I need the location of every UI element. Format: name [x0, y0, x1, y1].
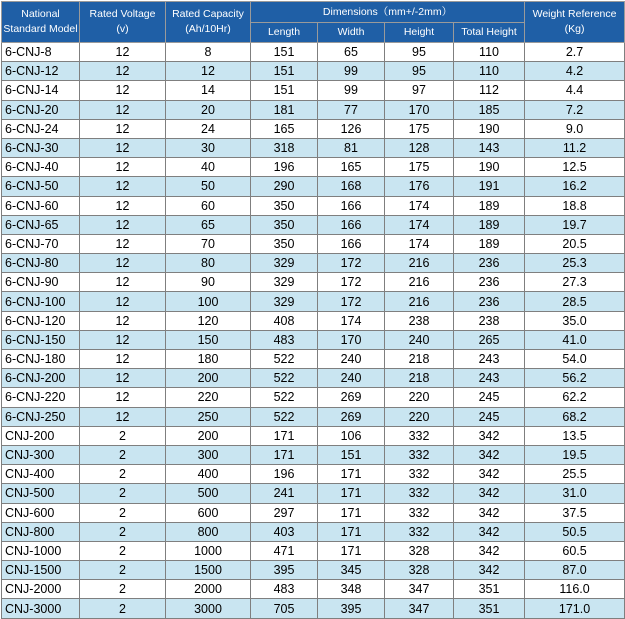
- cell-capacity: 180: [166, 350, 251, 369]
- cell-total-height: 342: [454, 484, 525, 503]
- cell-capacity: 40: [166, 158, 251, 177]
- cell-model: CNJ-600: [2, 503, 80, 522]
- cell-total-height: 342: [454, 465, 525, 484]
- table-row: [2, 580, 625, 599]
- table-row: [2, 215, 625, 234]
- cell-width: 166: [318, 215, 385, 234]
- cell-total-height: 185: [454, 100, 525, 119]
- cell-height: 170: [385, 100, 454, 119]
- table-row: [2, 599, 625, 618]
- cell-weight: 54.0: [525, 350, 625, 369]
- cell-weight: 56.2: [525, 369, 625, 388]
- cell-total-height: 190: [454, 158, 525, 177]
- header-weight-line2: (Kg): [564, 23, 585, 35]
- cell-weight: 41.0: [525, 330, 625, 349]
- cell-width: 166: [318, 234, 385, 253]
- cell-capacity: 80: [166, 254, 251, 273]
- cell-height: 332: [385, 522, 454, 541]
- cell-total-height: 342: [454, 445, 525, 464]
- cell-model: 6-CNJ-12: [2, 62, 80, 81]
- cell-capacity: 70: [166, 234, 251, 253]
- cell-model: CNJ-800: [2, 522, 80, 541]
- cell-capacity: 120: [166, 311, 251, 330]
- cell-voltage: 12: [80, 119, 166, 138]
- cell-total-height: 236: [454, 254, 525, 273]
- cell-voltage: 2: [80, 541, 166, 560]
- cell-model: 6-CNJ-250: [2, 407, 80, 426]
- header-width: Width: [318, 23, 385, 43]
- cell-capacity: 2000: [166, 580, 251, 599]
- cell-width: 106: [318, 426, 385, 445]
- cell-capacity: 90: [166, 273, 251, 292]
- cell-width: 165: [318, 158, 385, 177]
- cell-total-height: 143: [454, 138, 525, 157]
- cell-height: 332: [385, 465, 454, 484]
- cell-width: 170: [318, 330, 385, 349]
- cell-height: 240: [385, 330, 454, 349]
- cell-width: 166: [318, 196, 385, 215]
- battery-spec-table: [1, 1, 625, 619]
- cell-capacity: 150: [166, 330, 251, 349]
- table-row: [2, 503, 625, 522]
- cell-model: 6-CNJ-90: [2, 273, 80, 292]
- table-row: [2, 254, 625, 273]
- cell-length: 522: [251, 369, 318, 388]
- cell-total-height: 351: [454, 599, 525, 618]
- cell-model: CNJ-300: [2, 445, 80, 464]
- cell-length: 151: [251, 81, 318, 100]
- cell-voltage: 12: [80, 369, 166, 388]
- header-dimensions: Dimensions（mm+/-2mm）: [251, 2, 525, 23]
- cell-weight: 7.2: [525, 100, 625, 119]
- cell-weight: 4.4: [525, 81, 625, 100]
- cell-length: 241: [251, 484, 318, 503]
- table-row: [2, 407, 625, 426]
- table-row: [2, 158, 625, 177]
- cell-height: 176: [385, 177, 454, 196]
- cell-width: 171: [318, 541, 385, 560]
- cell-capacity: 200: [166, 426, 251, 445]
- table-row: [2, 292, 625, 311]
- table-row: [2, 311, 625, 330]
- cell-weight: 27.3: [525, 273, 625, 292]
- cell-width: 395: [318, 599, 385, 618]
- table-row: [2, 138, 625, 157]
- cell-total-height: 342: [454, 541, 525, 560]
- cell-voltage: 2: [80, 522, 166, 541]
- cell-height: 347: [385, 599, 454, 618]
- cell-height: 128: [385, 138, 454, 157]
- header-row-primary: [2, 2, 625, 23]
- cell-width: 126: [318, 119, 385, 138]
- cell-model: CNJ-200: [2, 426, 80, 445]
- cell-length: 329: [251, 273, 318, 292]
- table-row: [2, 484, 625, 503]
- cell-height: 347: [385, 580, 454, 599]
- cell-width: 77: [318, 100, 385, 119]
- cell-voltage: 12: [80, 234, 166, 253]
- cell-weight: 25.3: [525, 254, 625, 273]
- cell-total-height: 110: [454, 43, 525, 62]
- table-row: [2, 561, 625, 580]
- cell-weight: 28.5: [525, 292, 625, 311]
- cell-model: 6-CNJ-220: [2, 388, 80, 407]
- cell-model: 6-CNJ-20: [2, 100, 80, 119]
- table-row: [2, 350, 625, 369]
- cell-width: 171: [318, 465, 385, 484]
- cell-height: 216: [385, 254, 454, 273]
- cell-total-height: 189: [454, 196, 525, 215]
- cell-weight: 31.0: [525, 484, 625, 503]
- table-row: [2, 465, 625, 484]
- cell-height: 174: [385, 196, 454, 215]
- cell-capacity: 30: [166, 138, 251, 157]
- cell-width: 99: [318, 81, 385, 100]
- cell-capacity: 20: [166, 100, 251, 119]
- cell-total-height: 342: [454, 503, 525, 522]
- cell-length: 196: [251, 465, 318, 484]
- cell-height: 95: [385, 62, 454, 81]
- cell-voltage: 12: [80, 138, 166, 157]
- cell-width: 172: [318, 292, 385, 311]
- cell-capacity: 600: [166, 503, 251, 522]
- header-height: Height: [385, 23, 454, 43]
- cell-height: 328: [385, 541, 454, 560]
- cell-length: 471: [251, 541, 318, 560]
- cell-weight: 19.5: [525, 445, 625, 464]
- cell-length: 181: [251, 100, 318, 119]
- cell-total-height: 236: [454, 292, 525, 311]
- cell-weight: 87.0: [525, 561, 625, 580]
- header-voltage-line1: Rated Voltage: [89, 8, 156, 20]
- table-row: [2, 388, 625, 407]
- cell-width: 172: [318, 254, 385, 273]
- cell-model: 6-CNJ-50: [2, 177, 80, 196]
- cell-length: 171: [251, 445, 318, 464]
- cell-model: 6-CNJ-80: [2, 254, 80, 273]
- cell-model: 6-CNJ-120: [2, 311, 80, 330]
- cell-voltage: 2: [80, 599, 166, 618]
- cell-length: 522: [251, 388, 318, 407]
- cell-capacity: 300: [166, 445, 251, 464]
- cell-voltage: 12: [80, 311, 166, 330]
- cell-total-height: 189: [454, 215, 525, 234]
- cell-capacity: 800: [166, 522, 251, 541]
- cell-voltage: 12: [80, 62, 166, 81]
- cell-voltage: 12: [80, 330, 166, 349]
- cell-capacity: 24: [166, 119, 251, 138]
- header-capacity: [166, 2, 251, 43]
- cell-model: 6-CNJ-100: [2, 292, 80, 311]
- cell-width: 348: [318, 580, 385, 599]
- cell-model: CNJ-2000: [2, 580, 80, 599]
- cell-model: 6-CNJ-180: [2, 350, 80, 369]
- cell-height: 332: [385, 484, 454, 503]
- cell-height: 97: [385, 81, 454, 100]
- cell-weight: 13.5: [525, 426, 625, 445]
- table-row: [2, 196, 625, 215]
- table-row: [2, 330, 625, 349]
- cell-length: 151: [251, 43, 318, 62]
- cell-voltage: 12: [80, 158, 166, 177]
- cell-model: CNJ-3000: [2, 599, 80, 618]
- cell-width: 171: [318, 522, 385, 541]
- header-model: National Standard Model: [2, 2, 80, 43]
- cell-capacity: 3000: [166, 599, 251, 618]
- cell-voltage: 12: [80, 407, 166, 426]
- cell-weight: 35.0: [525, 311, 625, 330]
- cell-weight: 12.5: [525, 158, 625, 177]
- cell-height: 238: [385, 311, 454, 330]
- cell-height: 216: [385, 273, 454, 292]
- cell-total-height: 189: [454, 234, 525, 253]
- cell-capacity: 250: [166, 407, 251, 426]
- cell-weight: 50.5: [525, 522, 625, 541]
- cell-height: 328: [385, 561, 454, 580]
- cell-width: 151: [318, 445, 385, 464]
- cell-voltage: 2: [80, 465, 166, 484]
- cell-voltage: 12: [80, 273, 166, 292]
- cell-weight: 9.0: [525, 119, 625, 138]
- header-capacity-line2: (Ah/10Hr): [185, 23, 231, 35]
- cell-length: 290: [251, 177, 318, 196]
- cell-total-height: 245: [454, 388, 525, 407]
- table-row: [2, 426, 625, 445]
- header-capacity-line1: Rated Capacity: [172, 8, 244, 20]
- cell-width: 174: [318, 311, 385, 330]
- cell-capacity: 500: [166, 484, 251, 503]
- cell-length: 165: [251, 119, 318, 138]
- cell-length: 350: [251, 234, 318, 253]
- cell-voltage: 12: [80, 81, 166, 100]
- table-row: [2, 369, 625, 388]
- cell-length: 151: [251, 62, 318, 81]
- cell-length: 403: [251, 522, 318, 541]
- cell-model: CNJ-500: [2, 484, 80, 503]
- cell-length: 196: [251, 158, 318, 177]
- cell-model: 6-CNJ-8: [2, 43, 80, 62]
- cell-voltage: 2: [80, 445, 166, 464]
- cell-capacity: 220: [166, 388, 251, 407]
- cell-width: 240: [318, 350, 385, 369]
- header-weight: [525, 2, 625, 43]
- cell-height: 218: [385, 369, 454, 388]
- cell-weight: 18.8: [525, 196, 625, 215]
- cell-weight: 11.2: [525, 138, 625, 157]
- cell-total-height: 190: [454, 119, 525, 138]
- cell-voltage: 2: [80, 561, 166, 580]
- cell-height: 174: [385, 215, 454, 234]
- cell-model: 6-CNJ-14: [2, 81, 80, 100]
- cell-height: 175: [385, 119, 454, 138]
- cell-model: 6-CNJ-65: [2, 215, 80, 234]
- cell-length: 171: [251, 426, 318, 445]
- cell-length: 483: [251, 330, 318, 349]
- cell-weight: 2.7: [525, 43, 625, 62]
- cell-height: 332: [385, 503, 454, 522]
- table-row: [2, 177, 625, 196]
- cell-total-height: 342: [454, 426, 525, 445]
- cell-voltage: 12: [80, 215, 166, 234]
- table-row: [2, 273, 625, 292]
- cell-height: 220: [385, 388, 454, 407]
- cell-model: 6-CNJ-70: [2, 234, 80, 253]
- cell-voltage: 2: [80, 580, 166, 599]
- header-voltage: [80, 2, 166, 43]
- cell-capacity: 12: [166, 62, 251, 81]
- cell-total-height: 342: [454, 522, 525, 541]
- cell-weight: 19.7: [525, 215, 625, 234]
- cell-length: 483: [251, 580, 318, 599]
- cell-model: 6-CNJ-40: [2, 158, 80, 177]
- header-weight-line1: Weight Reference: [532, 8, 617, 20]
- cell-length: 318: [251, 138, 318, 157]
- cell-capacity: 1000: [166, 541, 251, 560]
- cell-height: 95: [385, 43, 454, 62]
- table-row: [2, 445, 625, 464]
- cell-total-height: 265: [454, 330, 525, 349]
- cell-width: 168: [318, 177, 385, 196]
- table-row: [2, 43, 625, 62]
- cell-voltage: 12: [80, 100, 166, 119]
- cell-length: 408: [251, 311, 318, 330]
- cell-width: 240: [318, 369, 385, 388]
- table-row: [2, 100, 625, 119]
- cell-model: CNJ-1500: [2, 561, 80, 580]
- cell-voltage: 2: [80, 503, 166, 522]
- cell-total-height: 245: [454, 407, 525, 426]
- table-row: [2, 541, 625, 560]
- cell-width: 99: [318, 62, 385, 81]
- cell-capacity: 400: [166, 465, 251, 484]
- table-row: [2, 119, 625, 138]
- header-length: Length: [251, 23, 318, 43]
- cell-weight: 20.5: [525, 234, 625, 253]
- cell-width: 81: [318, 138, 385, 157]
- cell-voltage: 12: [80, 177, 166, 196]
- cell-capacity: 60: [166, 196, 251, 215]
- table-row: [2, 234, 625, 253]
- cell-model: 6-CNJ-200: [2, 369, 80, 388]
- cell-height: 175: [385, 158, 454, 177]
- table-row: [2, 522, 625, 541]
- cell-total-height: 112: [454, 81, 525, 100]
- cell-width: 269: [318, 388, 385, 407]
- cell-weight: 62.2: [525, 388, 625, 407]
- table-body: [2, 43, 625, 619]
- cell-voltage: 12: [80, 196, 166, 215]
- cell-capacity: 65: [166, 215, 251, 234]
- cell-model: 6-CNJ-24: [2, 119, 80, 138]
- cell-total-height: 191: [454, 177, 525, 196]
- cell-width: 172: [318, 273, 385, 292]
- cell-weight: 171.0: [525, 599, 625, 618]
- cell-voltage: 12: [80, 292, 166, 311]
- cell-total-height: 351: [454, 580, 525, 599]
- cell-height: 332: [385, 445, 454, 464]
- cell-capacity: 50: [166, 177, 251, 196]
- cell-length: 329: [251, 254, 318, 273]
- cell-total-height: 243: [454, 350, 525, 369]
- cell-model: 6-CNJ-30: [2, 138, 80, 157]
- cell-height: 216: [385, 292, 454, 311]
- cell-width: 269: [318, 407, 385, 426]
- cell-model: 6-CNJ-60: [2, 196, 80, 215]
- header-voltage-line2: (v): [116, 23, 129, 35]
- cell-width: 345: [318, 561, 385, 580]
- cell-voltage: 12: [80, 388, 166, 407]
- cell-length: 522: [251, 350, 318, 369]
- cell-model: 6-CNJ-150: [2, 330, 80, 349]
- cell-voltage: 12: [80, 43, 166, 62]
- cell-length: 297: [251, 503, 318, 522]
- cell-voltage: 2: [80, 426, 166, 445]
- table-row: [2, 81, 625, 100]
- cell-capacity: 8: [166, 43, 251, 62]
- cell-total-height: 236: [454, 273, 525, 292]
- cell-model: CNJ-400: [2, 465, 80, 484]
- cell-capacity: 14: [166, 81, 251, 100]
- cell-height: 174: [385, 234, 454, 253]
- cell-length: 350: [251, 196, 318, 215]
- cell-capacity: 200: [166, 369, 251, 388]
- cell-weight: 16.2: [525, 177, 625, 196]
- cell-capacity: 100: [166, 292, 251, 311]
- cell-weight: 37.5: [525, 503, 625, 522]
- table-row: [2, 62, 625, 81]
- cell-width: 171: [318, 503, 385, 522]
- cell-weight: 4.2: [525, 62, 625, 81]
- cell-total-height: 243: [454, 369, 525, 388]
- cell-weight: 68.2: [525, 407, 625, 426]
- cell-length: 329: [251, 292, 318, 311]
- cell-weight: 25.5: [525, 465, 625, 484]
- cell-total-height: 238: [454, 311, 525, 330]
- cell-weight: 60.5: [525, 541, 625, 560]
- cell-length: 705: [251, 599, 318, 618]
- header-total-height: Total Height: [454, 23, 525, 43]
- cell-length: 350: [251, 215, 318, 234]
- cell-capacity: 1500: [166, 561, 251, 580]
- cell-model: CNJ-1000: [2, 541, 80, 560]
- cell-length: 395: [251, 561, 318, 580]
- cell-height: 332: [385, 426, 454, 445]
- cell-total-height: 342: [454, 561, 525, 580]
- cell-voltage: 2: [80, 484, 166, 503]
- cell-height: 218: [385, 350, 454, 369]
- cell-voltage: 12: [80, 254, 166, 273]
- cell-width: 65: [318, 43, 385, 62]
- cell-weight: 116.0: [525, 580, 625, 599]
- cell-voltage: 12: [80, 350, 166, 369]
- cell-length: 522: [251, 407, 318, 426]
- cell-width: 171: [318, 484, 385, 503]
- cell-total-height: 110: [454, 62, 525, 81]
- cell-height: 220: [385, 407, 454, 426]
